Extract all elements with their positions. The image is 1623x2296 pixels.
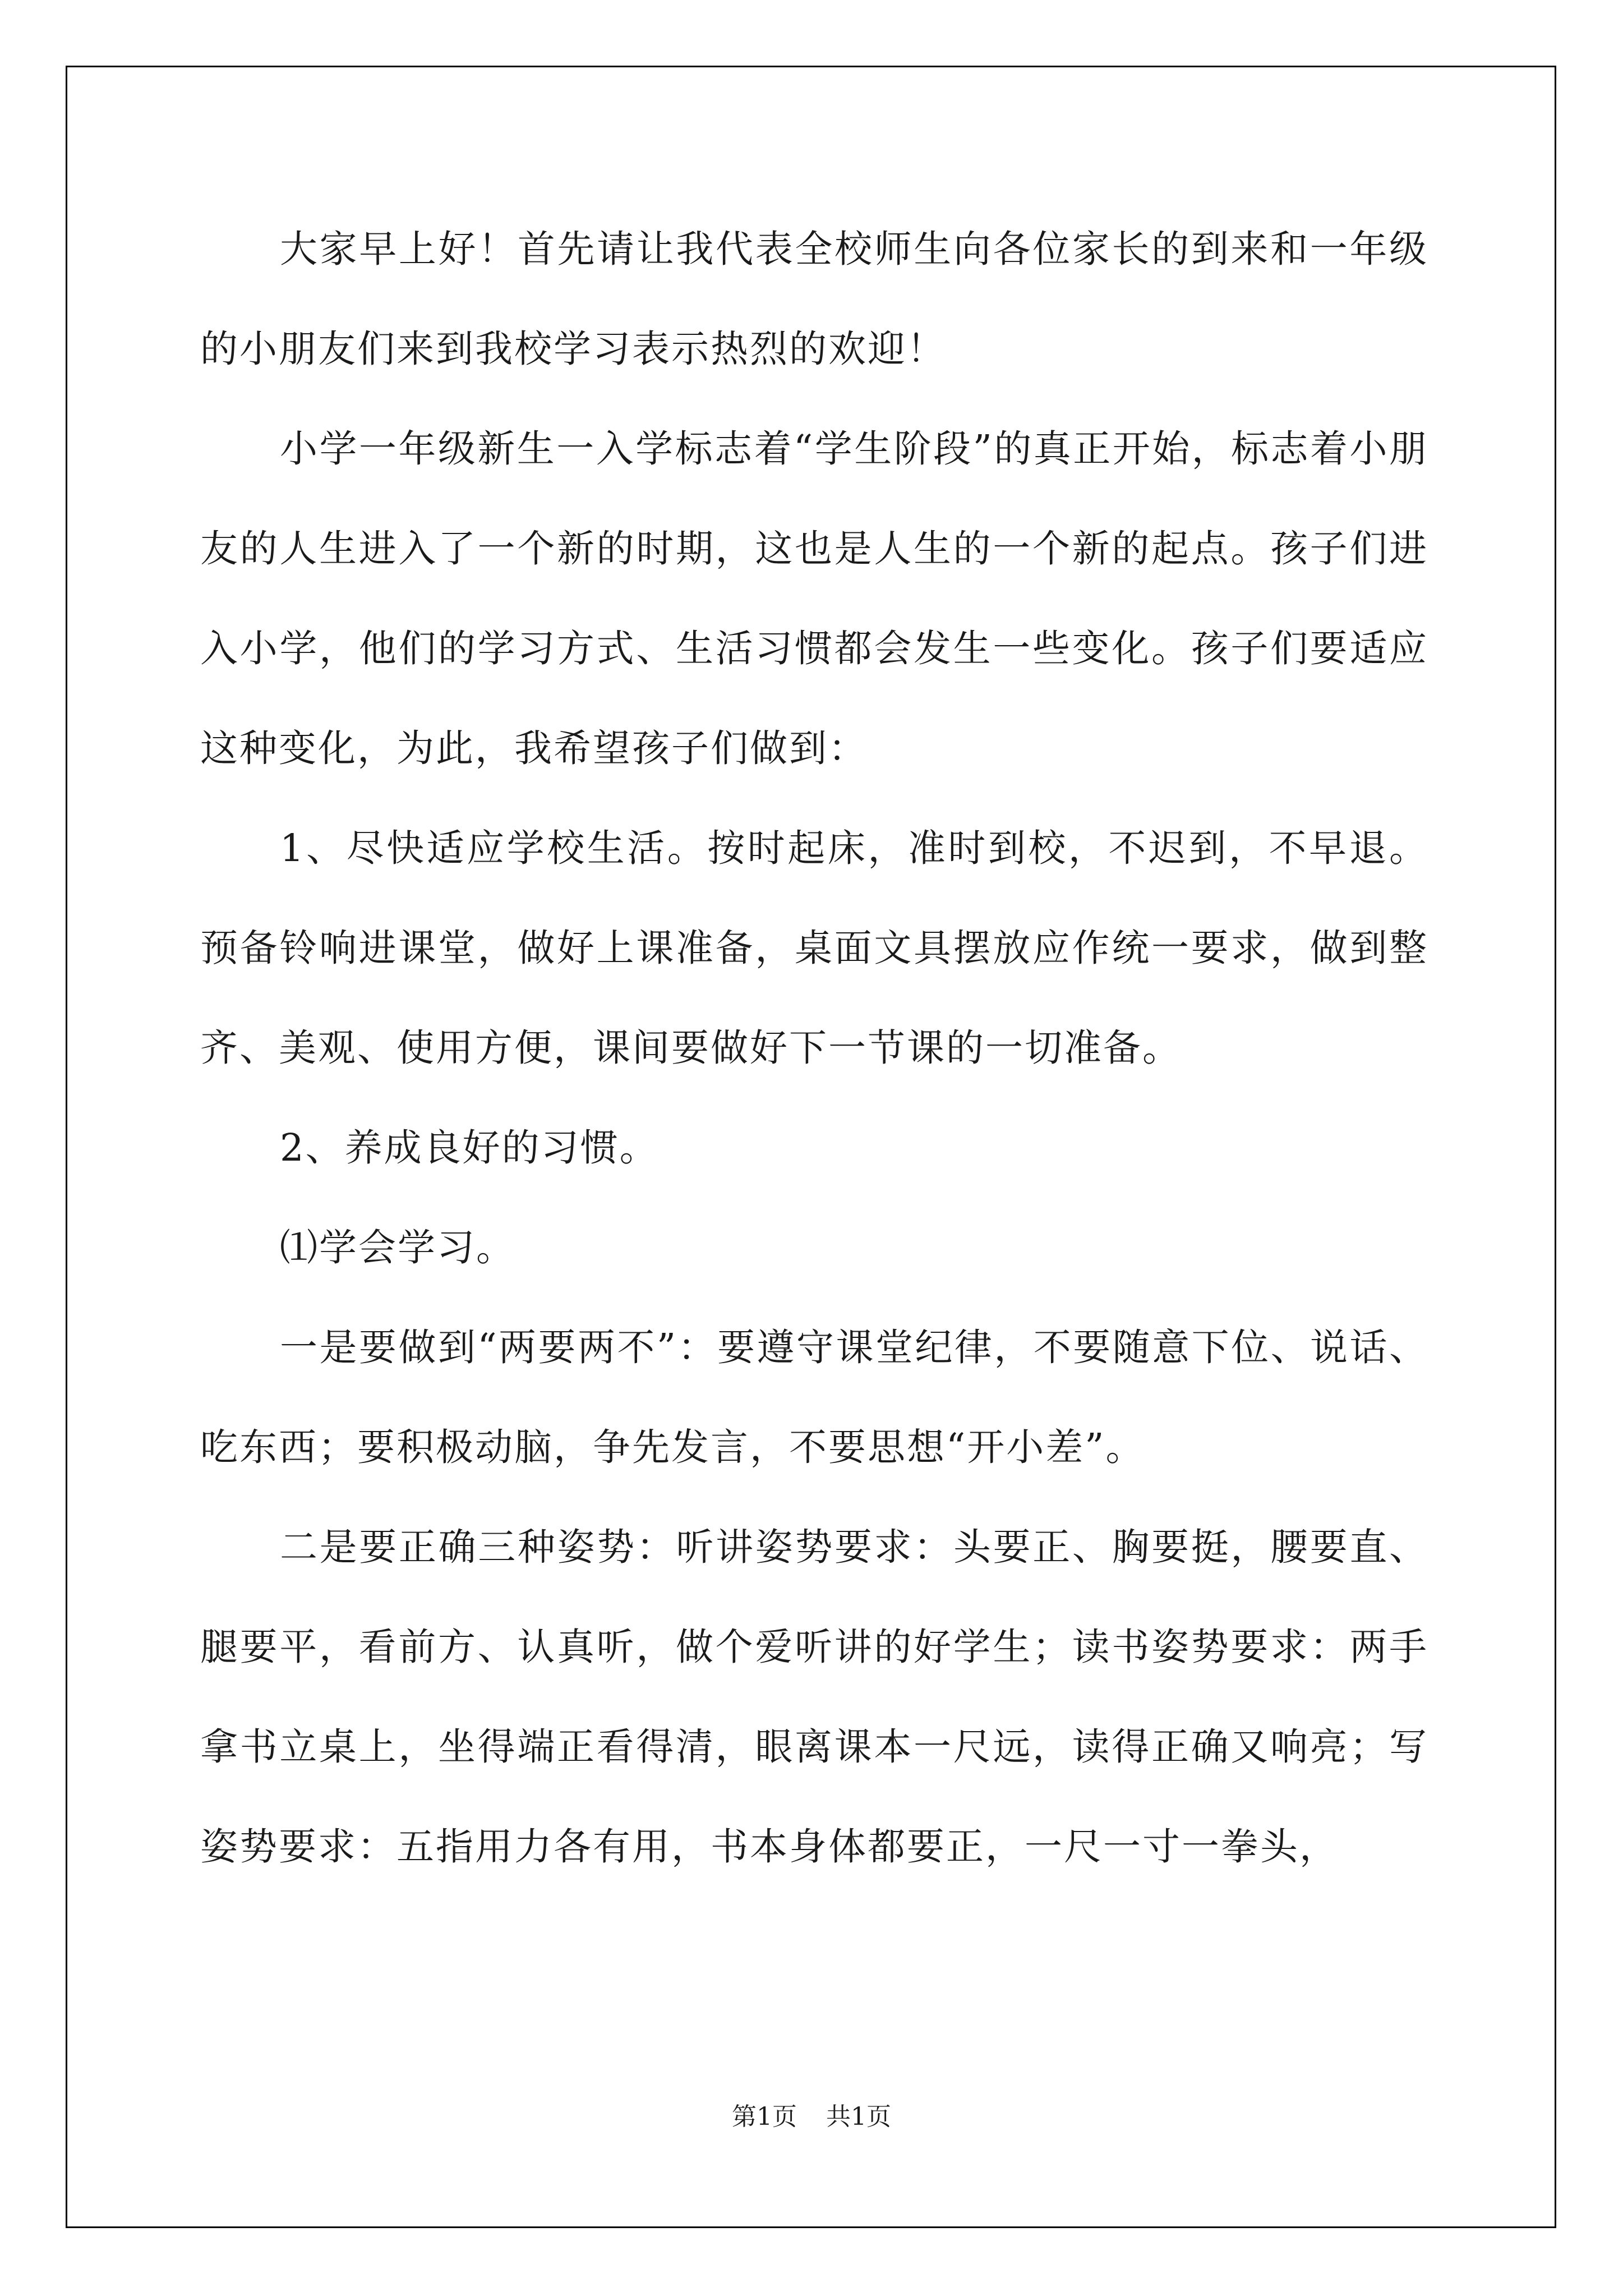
paragraph-greeting: 大家早上好！首先请让我代表全校师生向各位家长的到来和一年级的小朋友们来到我校学习表示热烈的欢迎！ [200,227,1428,371]
paragraph-point-2: 二是要正确三种姿势：听讲姿势要求：头要正、胸要挺，腰要直、腿要平，看前方、认真听，做个爱听讲的好学生；读书姿势要求：两手拿书立桌上，坐得端正看得清，眼离课本一尺远，读得正确又响亮；写姿势要求：五指用力各有用，书本身体都要正，一尺一寸一拳头， [200,1525,1428,1869]
page-number: 第1页 [732,2102,797,2131]
page-footer [0,2100,1623,2134]
paragraph-point-1: 一是要做到“两要两不”：要遵守课堂纪律，不要随意下位、说话、吃东西；要积极动脑，争先发言，不要思想“开小差”。 [200,1326,1428,1469]
paragraph-item-2: 2、养成良好的习惯。 [280,1126,659,1170]
document-body [200,199,1428,1897]
paragraph-subitem-1: ⑴学会学习。 [280,1226,515,1269]
page-total: 共1页 [826,2102,891,2131]
paragraph-item-1: 1、尽快适应学校生活。按时起床，准时到校，不迟到，不早退。预备铃响进课堂，做好上课准备，桌面文具摆放应作统一要求，做到整齐、美观、使用方便，课间要做好下一节课的一切准备。 [200,826,1428,1070]
paragraph-intro: 小学一年级新生一入学标志着“学生阶段”的真正开始，标志着小朋友的人生进入了一个新的时期，这也是人生的一个新的起点。孩子们进入小学，他们的学习方式、生活习惯都会发生一些变化。孩子们要适应这种变化，为此，我希望孩子们做到： [200,427,1428,770]
